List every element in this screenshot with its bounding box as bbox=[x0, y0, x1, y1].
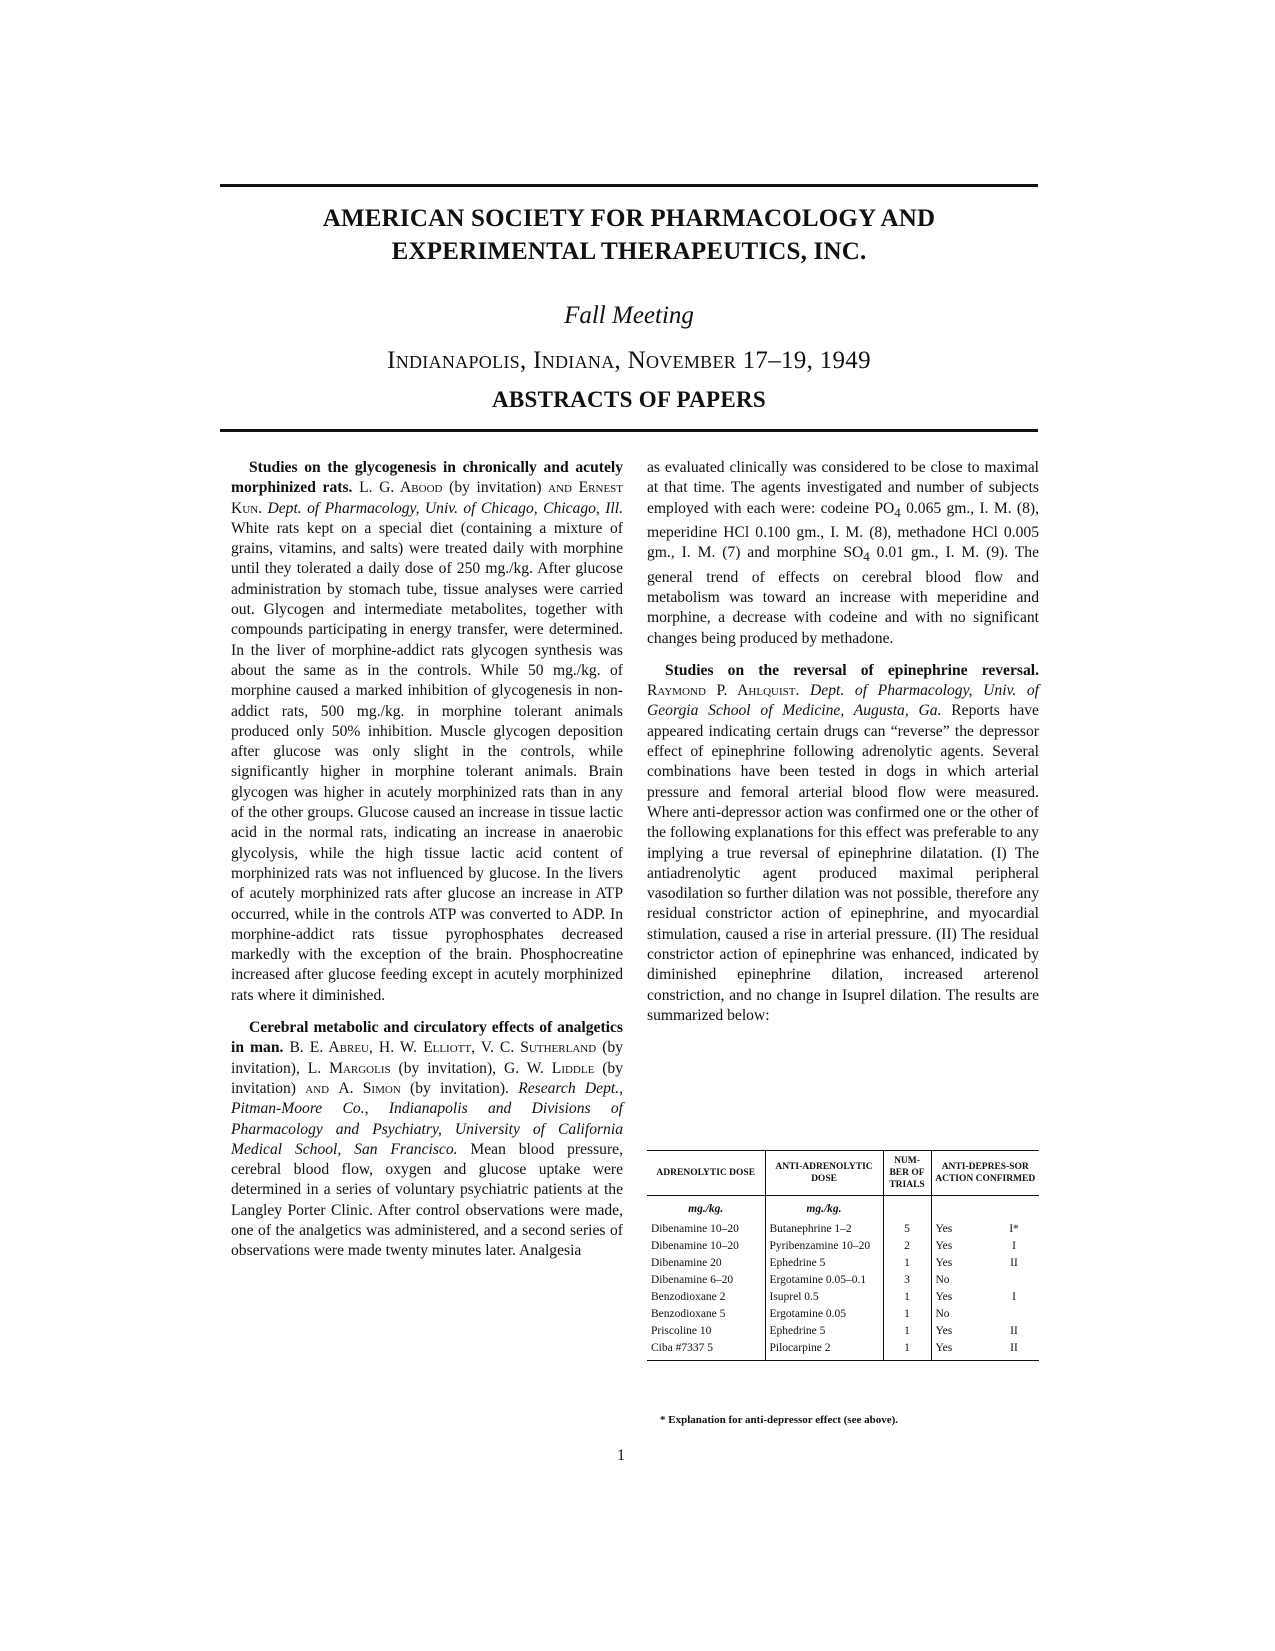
author: Raymond P. Ahlquist. bbox=[647, 682, 800, 700]
cell-confirmed: Yes bbox=[931, 1340, 989, 1361]
cell-trials: 1 bbox=[883, 1340, 931, 1361]
unit-cell bbox=[883, 1196, 931, 1222]
meeting-subtitle: Fall Meeting bbox=[564, 302, 694, 329]
cell-adrenolytic: Dibenamine 10–20 bbox=[651, 1240, 739, 1252]
affiliation: Dept. of Pharmacology, Univ. of Georgia School of Medicine, Augusta, Ga. bbox=[647, 682, 1040, 720]
author: L. Margolis bbox=[307, 1059, 391, 1077]
table-row bbox=[647, 1289, 1039, 1306]
unit-cell: mg./kg. bbox=[688, 1203, 724, 1215]
table-row bbox=[647, 1340, 1039, 1361]
cell-explanation: II bbox=[1010, 1325, 1018, 1337]
table-row bbox=[647, 1272, 1039, 1289]
cell-adrenolytic: Ciba #7337 5 bbox=[647, 1340, 765, 1361]
left-column bbox=[231, 458, 623, 1274]
author-note: (by invitation) bbox=[449, 479, 542, 497]
abstract-cerebral-continued bbox=[647, 458, 1039, 649]
cell-anti-adrenolytic: Ephedrine 5 bbox=[765, 1255, 883, 1272]
abstract-title: Studies on the glycogenesis in chronically and acutely morphinized rats. bbox=[231, 459, 623, 497]
abstract-body-continued: as evaluated clinically was considered to be close to maximal at that time. The agents investigated and number of subjects employed with each were: codeine PO bbox=[647, 459, 1039, 517]
cell-trials: 5 bbox=[883, 1221, 931, 1238]
subscript: 4 bbox=[894, 504, 901, 520]
abstract-title: Cerebral metabolic and circulatory effects of analgetics in man. bbox=[231, 1019, 623, 1057]
abstract-body-continued: 0.01 gm., I. M. (9). The general trend of effects on cerebral blood flow and metabolism was toward an increase with meperidine and morphine, a decrease with codeine and with no significant changes being produced by methadone. bbox=[647, 544, 1039, 647]
cell-confirmed: Yes bbox=[931, 1221, 989, 1238]
cell-explanation bbox=[989, 1306, 1039, 1323]
cell-anti-adrenolytic: Ergotamine 0.05–0.1 bbox=[765, 1272, 883, 1289]
cell-anti-adrenolytic: Pyribenzamine 10–20 bbox=[765, 1238, 883, 1255]
abstract-body-continued: 0.065 gm., I. M. (8), meperidine HCl 0.100 gm., I. M. (8), methadone HCl 0.005 gm., I. M. (7) and morphine SO bbox=[647, 499, 1039, 562]
author: L. G. Abood bbox=[359, 479, 443, 497]
abstract-cerebral-metabolic bbox=[231, 1018, 623, 1262]
cell-anti-adrenolytic: Pilocarpine 2 bbox=[765, 1340, 883, 1361]
cell-confirmed: No bbox=[931, 1306, 989, 1323]
cell-explanation: II bbox=[989, 1340, 1039, 1361]
subscript: 4 bbox=[863, 549, 870, 565]
affiliation: Research Dept., Pitman-Moore Co., Indianapolis and Divisions of Pharmacology and Psychiatry, University of California Medical School, San Francisco. bbox=[231, 1079, 624, 1158]
affiliation: Dept. of Pharmacology, Univ. of Chicago, Chicago, Ill. bbox=[267, 499, 623, 517]
cell-adrenolytic: Dibenamine 10–20 bbox=[651, 1223, 739, 1235]
table-row bbox=[647, 1221, 1039, 1238]
table-row bbox=[647, 1255, 1039, 1272]
cell-explanation: I bbox=[1012, 1240, 1016, 1252]
cell-adrenolytic: Benzodioxane 5 bbox=[651, 1308, 726, 1320]
cell-adrenolytic: Dibenamine 6–20 bbox=[651, 1274, 734, 1286]
author-note: (by invitation) bbox=[231, 1059, 623, 1097]
abstract-title: Studies on the reversal of epinephrine reversal. bbox=[665, 661, 1039, 679]
cell-confirmed: Yes bbox=[931, 1323, 989, 1340]
units-row bbox=[647, 1196, 1039, 1222]
header-trials: NUM-BER OF TRIALS bbox=[883, 1151, 931, 1196]
abstract-glycogenesis bbox=[231, 458, 623, 1006]
cell-trials: 1 bbox=[883, 1289, 931, 1306]
cell-explanation: I* bbox=[1009, 1223, 1019, 1235]
cell-adrenolytic: Dibenamine 20 bbox=[651, 1257, 722, 1269]
author-conjunction: and bbox=[305, 1079, 330, 1097]
table-row bbox=[647, 1323, 1039, 1340]
cell-confirmed: Yes bbox=[931, 1238, 989, 1255]
cell-trials: 2 bbox=[883, 1238, 931, 1255]
results-table bbox=[647, 1150, 1039, 1361]
table-header-row bbox=[647, 1151, 1039, 1196]
abstract-body: Mean blood pressure, cerebral blood flow, oxygen and glucose uptake were determined in a series of voluntary psychiatric patients at the Langley Porter Clinic. After control observations were made, one of the analgetics was administered, and a second series of observations were made twenty minutes later. Analgesia bbox=[231, 1140, 623, 1260]
header-anti-adrenolytic: ANTI-ADRENOLYTIC DOSE bbox=[765, 1151, 883, 1196]
header-bottom-rule bbox=[220, 429, 1038, 432]
cell-adrenolytic: Benzodioxane 2 bbox=[651, 1291, 726, 1303]
cell-confirmed: Yes bbox=[931, 1289, 989, 1306]
cell-anti-adrenolytic: Ephedrine 5 bbox=[765, 1323, 883, 1340]
cell-anti-adrenolytic: Butanephrine 1–2 bbox=[765, 1221, 883, 1238]
abstract-epinephrine-reversal bbox=[647, 661, 1039, 1026]
cell-explanation: II bbox=[1010, 1257, 1018, 1269]
table-body bbox=[647, 1196, 1039, 1361]
author-note: (by invitation), bbox=[398, 1059, 497, 1077]
unit-cell: mg./kg. bbox=[765, 1196, 883, 1222]
header-adrenolytic: ADRENOLYTIC DOSE bbox=[647, 1151, 765, 1196]
cell-anti-adrenolytic: Isuprel 0.5 bbox=[765, 1289, 883, 1306]
meeting-location: Indianapolis, Indiana, November 17–19, 1949 bbox=[387, 347, 871, 374]
header-confirmed: ANTI-DEPRES-SOR ACTION CONFIRMED bbox=[931, 1151, 1039, 1196]
author-note: (by invitation). bbox=[410, 1079, 509, 1097]
title-line-2: EXPERIMENTAL THERAPEUTICS, INC. bbox=[391, 238, 867, 265]
cell-explanation: I bbox=[1012, 1291, 1016, 1303]
cell-confirmed: Yes bbox=[931, 1255, 989, 1272]
table-footnote: * Explanation for anti-depressor effect (see above). bbox=[660, 1414, 898, 1426]
cell-anti-adrenolytic: Ergotamine 0.05 bbox=[765, 1306, 883, 1323]
author-note: (by invitation), bbox=[231, 1039, 623, 1077]
cell-trials: 1 bbox=[883, 1306, 931, 1323]
author: A. Simon bbox=[338, 1079, 401, 1097]
cell-adrenolytic: Priscoline 10 bbox=[651, 1325, 712, 1337]
cell-confirmed: No bbox=[931, 1272, 989, 1289]
abstract-body: Reports have appeared indicating certain drugs can “reverse” the depressor effect of epinephrine following adrenolytic agents. Several combinations have been tested in dogs in which arterial pressure and femoral arterial blood flow were measured. Where anti-depressor action was confirmed one or the other of the following explanations for this effect was preferable to any implying a true reversal of epinephrine dilatation. (I) The antiadrenolytic agent produced maximal peripheral vasodilation so further dilation was not possible, therefore any residual constrictor action of epinephrine, and myocardial stimulation, caused a rise in arterial pressure. (II) The residual constrictor action of epinephrine was enhanced, indicated by diminished epinephrine dilation, increased arterenol constriction, and no change in Isuprel dilation. The results are summarized below: bbox=[647, 702, 1039, 1024]
table-row bbox=[647, 1306, 1039, 1323]
author-conjunction: and bbox=[548, 479, 572, 497]
cell-trials: 1 bbox=[883, 1255, 931, 1272]
cell-trials: 1 bbox=[883, 1323, 931, 1340]
cell-explanation bbox=[989, 1272, 1039, 1289]
unit-cell bbox=[931, 1196, 1039, 1222]
abstract-body: White rats kept on a special diet (containing a mixture of grains, vitamins, and salts) were treated daily with morphine until they tolerated a daily dose of 250 mg./kg. After glucose administration by stomach tube, tissue analyses were carried out. Glycogen and intermediate metabolites, together with compounds participating in energy transfer, were determined. In the liver of morphine-addict rats glycogen synthesis was about the same as in the controls. While 50 mg./kg. of morphine caused a marked inhibition of glycogenesis in non-addict rats, 500 mg./kg. in morphine tolerant animals produced only 50% inhibition. Muscle glycogen deposition after glucose was only slight in the controls, while significantly higher in morphine tolerant animals. Brain glycogen was higher in acutely morphinized rats than in any of the other groups. Glucose caused an increase in tissue lactic acid in the normal rats, indicating an increase in anaerobic glycolysis, while the high tissue lactic acid content of morphinized rats was not influenced by glucose. In the livers of acutely morphinized rats after glucose an increase in ATP occurred, while in the controls ATP was converted to ADP. In morphine-addict rats tissue pyrophosphates decreased markedly with the exception of the brain. Phosphocreatine increased after glucose feeding except in acutely morphinized rats where it diminished. bbox=[231, 519, 623, 1004]
table-row bbox=[647, 1238, 1039, 1255]
page-number: 1 bbox=[617, 1447, 625, 1464]
society-title bbox=[220, 202, 1038, 268]
top-rule bbox=[220, 184, 1038, 187]
author: Ernest Kun. bbox=[231, 479, 624, 517]
author: G. W. Liddle bbox=[503, 1059, 595, 1077]
author: B. E. Abreu, H. W. Elliott, V. C. Sutherland bbox=[289, 1039, 597, 1057]
title-line-1: AMERICAN SOCIETY FOR PHARMACOLOGY AND bbox=[322, 205, 936, 232]
cell-trials: 3 bbox=[883, 1272, 931, 1289]
section-heading: ABSTRACTS OF PAPERS bbox=[491, 387, 767, 412]
right-column bbox=[647, 458, 1039, 1038]
